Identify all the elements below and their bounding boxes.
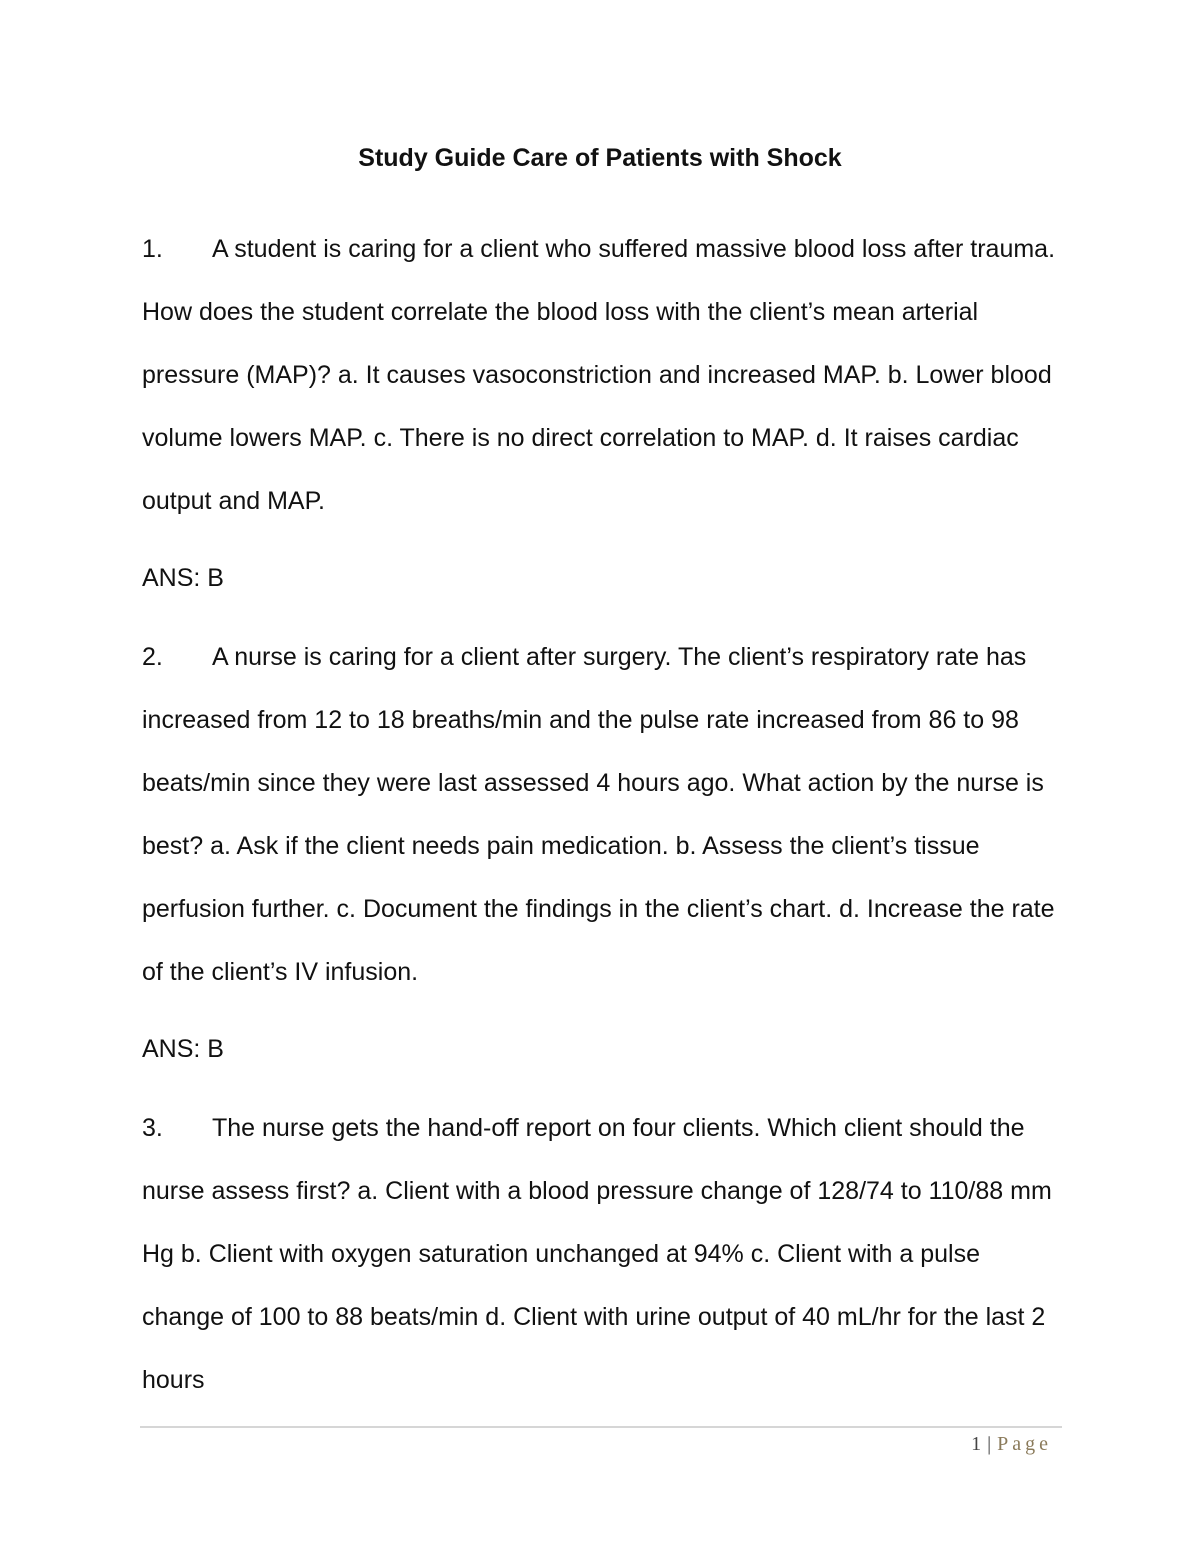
question-text: A nurse is caring for a client after surgery. The client’s respiratory rate has increased from 12 to 18 breaths/min and the pulse rate increased from 86 to 98 beats/min since they were last assessed 4 hours ago. What action by the nurse is best? a. Ask if the client needs pain medication. b. Assess the client’s tissue perfusion further. c. Document the findings in the client’s chart. d. Increase the rate of the client’s IV infusion. xyxy=(142,643,1055,986)
page-footer xyxy=(971,1430,1052,1458)
question-number: 1. xyxy=(142,235,163,263)
document-body xyxy=(142,218,1067,1412)
question-number: 3. xyxy=(142,1114,163,1142)
question-1 xyxy=(142,218,1067,533)
question-3 xyxy=(142,1097,1067,1412)
answer-2: ANS: B xyxy=(142,1035,224,1063)
page-number: 1 xyxy=(971,1433,982,1455)
answer-1: ANS: B xyxy=(142,564,224,592)
question-text: The nurse gets the hand-off report on four clients. Which client should the nurse assess first? a. Client with a blood pressure change of 128/74 to 110/88 mm Hg b. Client with oxygen saturation unchanged at 94% c. Client with a pulse change of 100 to 88 beats/min d. Client with urine output of 40 mL/hr for the last 2 hours xyxy=(142,1114,1052,1394)
question-2 xyxy=(142,626,1067,1004)
footer-divider xyxy=(140,1426,1062,1428)
page-label: Page xyxy=(997,1433,1052,1455)
footer-separator: | xyxy=(987,1433,992,1455)
question-number: 2. xyxy=(142,643,163,671)
document-title: Study Guide Care of Patients with Shock xyxy=(358,144,842,172)
question-text: A student is caring for a client who suffered massive blood loss after trauma. How does the student correlate the blood loss with the client’s mean arterial pressure (MAP)? a. It causes vasoconstriction and increased MAP. b. Lower blood volume lowers MAP. c. There is no direct correlation to MAP. d. It raises cardiac output and MAP. xyxy=(142,235,1056,515)
